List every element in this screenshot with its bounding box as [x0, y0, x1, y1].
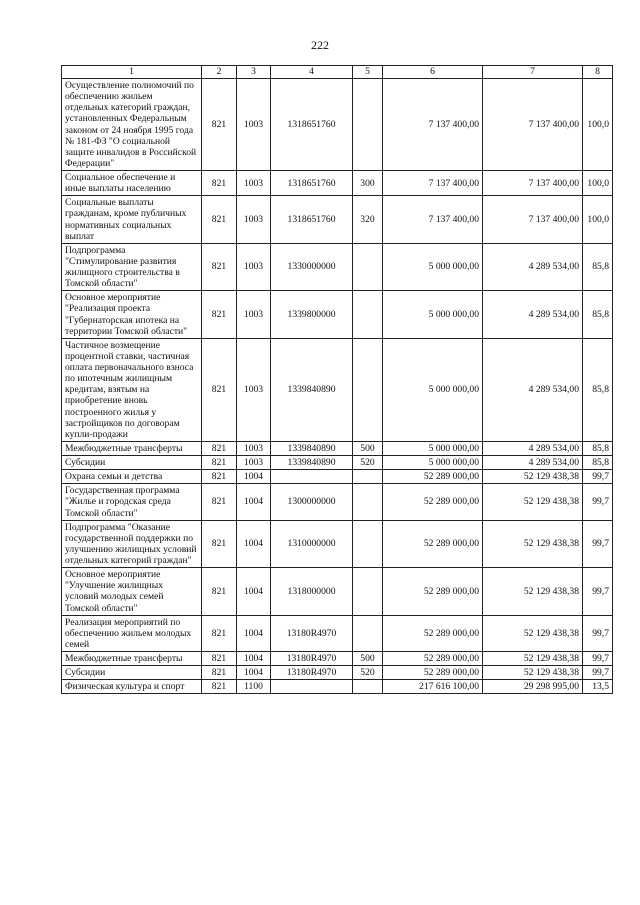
planned-amount-cell: 52 289 000,00 [383, 520, 483, 568]
section-code-cell: 1003 [237, 441, 271, 455]
admin-code-cell: 821 [202, 243, 237, 291]
planned-amount-cell: 5 000 000,00 [383, 338, 483, 441]
execution-percent-cell: 99,7 [583, 652, 613, 666]
target-article-cell: 1318651760 [271, 196, 353, 244]
admin-code-cell: 821 [202, 338, 237, 441]
budget-table [61, 65, 613, 694]
executed-amount-cell: 52 129 438,38 [483, 615, 583, 651]
section-code-cell: 1003 [237, 196, 271, 244]
row-name-cell: Осуществление полномочий по обеспечению жильем отдельных категорий граждан, установленных Федеральным законом от 24 ноября 1995 года № 181-ФЗ "О социальной защите инвалидов в Российской Федерации" [62, 79, 202, 171]
admin-code-cell: 821 [202, 680, 237, 694]
table-row [62, 652, 613, 666]
expense-type-cell: 500 [353, 441, 383, 455]
table-row [62, 456, 613, 470]
planned-amount-cell: 7 137 400,00 [383, 196, 483, 244]
expense-type-cell [353, 680, 383, 694]
column-header: 7 [483, 66, 583, 79]
target-article-cell: 1318651760 [271, 171, 353, 196]
admin-code-cell: 821 [202, 441, 237, 455]
target-article-cell [271, 680, 353, 694]
table-row [62, 520, 613, 568]
executed-amount-cell: 7 137 400,00 [483, 171, 583, 196]
planned-amount-cell: 7 137 400,00 [383, 79, 483, 171]
planned-amount-cell: 52 289 000,00 [383, 666, 483, 680]
table-row [62, 666, 613, 680]
row-name-cell: Основное мероприятие "Улучшение жилищных условий молодых семей Томской области" [62, 568, 202, 616]
execution-percent-cell: 99,7 [583, 470, 613, 484]
expense-type-cell [353, 615, 383, 651]
execution-percent-cell: 85,8 [583, 456, 613, 470]
section-code-cell: 1003 [237, 456, 271, 470]
executed-amount-cell: 4 289 534,00 [483, 291, 583, 339]
table-row [62, 441, 613, 455]
expense-type-cell [353, 470, 383, 484]
planned-amount-cell: 52 289 000,00 [383, 615, 483, 651]
page-number: 222 [311, 38, 329, 52]
planned-amount-cell: 52 289 000,00 [383, 484, 483, 520]
table-row [62, 484, 613, 520]
executed-amount-cell: 4 289 534,00 [483, 441, 583, 455]
table-row [62, 615, 613, 651]
executed-amount-cell: 52 129 438,38 [483, 652, 583, 666]
column-header: 4 [271, 66, 353, 79]
admin-code-cell: 821 [202, 652, 237, 666]
target-article-cell [271, 470, 353, 484]
admin-code-cell: 821 [202, 520, 237, 568]
table-row [62, 196, 613, 244]
column-header: 8 [583, 66, 613, 79]
expense-type-cell: 320 [353, 196, 383, 244]
executed-amount-cell: 52 129 438,38 [483, 484, 583, 520]
planned-amount-cell: 7 137 400,00 [383, 171, 483, 196]
planned-amount-cell: 5 000 000,00 [383, 243, 483, 291]
executed-amount-cell: 7 137 400,00 [483, 196, 583, 244]
section-code-cell: 1003 [237, 291, 271, 339]
expense-type-cell [353, 243, 383, 291]
admin-code-cell: 821 [202, 291, 237, 339]
row-name-cell: Подпрограмма "Стимулирование развития жилищного строительства в Томской области" [62, 243, 202, 291]
target-article-cell: 1339840890 [271, 456, 353, 470]
expense-type-cell [353, 520, 383, 568]
row-name-cell: Подпрограмма "Оказание государственной поддержки по улучшению жилищных условий отдельных категорий граждан" [62, 520, 202, 568]
executed-amount-cell: 52 129 438,38 [483, 520, 583, 568]
row-name-cell: Межбюджетные трансферты [62, 441, 202, 455]
execution-percent-cell: 100,0 [583, 196, 613, 244]
admin-code-cell: 821 [202, 456, 237, 470]
row-name-cell: Государственная программа "Жилье и городская среда Томской области" [62, 484, 202, 520]
section-code-cell: 1003 [237, 171, 271, 196]
admin-code-cell: 821 [202, 171, 237, 196]
target-article-cell: 1310000000 [271, 520, 353, 568]
target-article-cell: 13180R4970 [271, 615, 353, 651]
expense-type-cell [353, 338, 383, 441]
row-name-cell: Физическая культура и спорт [62, 680, 202, 694]
planned-amount-cell: 52 289 000,00 [383, 568, 483, 616]
target-article-cell: 1330000000 [271, 243, 353, 291]
execution-percent-cell: 100,0 [583, 79, 613, 171]
expense-type-cell [353, 291, 383, 339]
target-article-cell: 1339840890 [271, 441, 353, 455]
admin-code-cell: 821 [202, 484, 237, 520]
planned-amount-cell: 5 000 000,00 [383, 456, 483, 470]
target-article-cell: 1300000000 [271, 484, 353, 520]
planned-amount-cell: 5 000 000,00 [383, 441, 483, 455]
planned-amount-cell: 52 289 000,00 [383, 652, 483, 666]
target-article-cell: 1318651760 [271, 79, 353, 171]
section-code-cell: 1100 [237, 680, 271, 694]
expense-type-cell [353, 484, 383, 520]
expense-type-cell [353, 79, 383, 171]
executed-amount-cell: 29 298 995,00 [483, 680, 583, 694]
table-row [62, 680, 613, 694]
execution-percent-cell: 99,7 [583, 568, 613, 616]
row-name-cell: Межбюджетные трансферты [62, 652, 202, 666]
execution-percent-cell: 99,7 [583, 615, 613, 651]
table-row [62, 79, 613, 171]
section-code-cell: 1004 [237, 520, 271, 568]
execution-percent-cell: 85,8 [583, 243, 613, 291]
admin-code-cell: 821 [202, 470, 237, 484]
table-row [62, 470, 613, 484]
table-header-row [62, 66, 613, 79]
table-row [62, 171, 613, 196]
expense-type-cell: 520 [353, 666, 383, 680]
row-name-cell: Частичное возмещение процентной ставки, частичная оплата первоначального взноса по ипотечным жилищным кредитам, взятым на приобретение вновь построенного жилья у застройщиков по договорам купли-продажи [62, 338, 202, 441]
execution-percent-cell: 99,7 [583, 520, 613, 568]
table-row [62, 568, 613, 616]
row-name-cell: Охрана семьи и детства [62, 470, 202, 484]
row-name-cell: Субсидии [62, 456, 202, 470]
planned-amount-cell: 5 000 000,00 [383, 291, 483, 339]
row-name-cell: Социальное обеспечение и иные выплаты населению [62, 171, 202, 196]
executed-amount-cell: 4 289 534,00 [483, 243, 583, 291]
column-header: 1 [62, 66, 202, 79]
target-article-cell: 1339800000 [271, 291, 353, 339]
execution-percent-cell: 85,8 [583, 338, 613, 441]
row-name-cell: Социальные выплаты гражданам, кроме публичных нормативных социальных выплат [62, 196, 202, 244]
executed-amount-cell: 52 129 438,38 [483, 666, 583, 680]
column-header: 3 [237, 66, 271, 79]
execution-percent-cell: 85,8 [583, 441, 613, 455]
executed-amount-cell: 52 129 438,38 [483, 568, 583, 616]
expense-type-cell: 500 [353, 652, 383, 666]
executed-amount-cell: 4 289 534,00 [483, 338, 583, 441]
planned-amount-cell: 217 616 100,00 [383, 680, 483, 694]
section-code-cell: 1004 [237, 615, 271, 651]
row-name-cell: Основное мероприятие "Реализация проекта "Губернаторская ипотека на территории Томской области" [62, 291, 202, 339]
expense-type-cell: 300 [353, 171, 383, 196]
execution-percent-cell: 85,8 [583, 291, 613, 339]
admin-code-cell: 821 [202, 666, 237, 680]
row-name-cell: Субсидии [62, 666, 202, 680]
execution-percent-cell: 99,7 [583, 484, 613, 520]
column-header: 2 [202, 66, 237, 79]
admin-code-cell: 821 [202, 615, 237, 651]
table-row [62, 243, 613, 291]
target-article-cell: 1339840890 [271, 338, 353, 441]
table-body [62, 66, 613, 694]
expense-type-cell: 520 [353, 456, 383, 470]
execution-percent-cell: 13,5 [583, 680, 613, 694]
admin-code-cell: 821 [202, 196, 237, 244]
execution-percent-cell: 99,7 [583, 666, 613, 680]
row-name-cell: Реализация мероприятий по обеспечению жильем молодых семей [62, 615, 202, 651]
section-code-cell: 1004 [237, 470, 271, 484]
admin-code-cell: 821 [202, 568, 237, 616]
section-code-cell: 1003 [237, 243, 271, 291]
admin-code-cell: 821 [202, 79, 237, 171]
section-code-cell: 1003 [237, 338, 271, 441]
column-header: 6 [383, 66, 483, 79]
section-code-cell: 1004 [237, 666, 271, 680]
target-article-cell: 1318000000 [271, 568, 353, 616]
executed-amount-cell: 4 289 534,00 [483, 456, 583, 470]
executed-amount-cell: 52 129 438,38 [483, 470, 583, 484]
section-code-cell: 1004 [237, 652, 271, 666]
section-code-cell: 1004 [237, 484, 271, 520]
target-article-cell: 13180R4970 [271, 652, 353, 666]
table-row [62, 338, 613, 441]
expense-type-cell [353, 568, 383, 616]
execution-percent-cell: 100,0 [583, 171, 613, 196]
column-header: 5 [353, 66, 383, 79]
section-code-cell: 1004 [237, 568, 271, 616]
table-row [62, 291, 613, 339]
executed-amount-cell: 7 137 400,00 [483, 79, 583, 171]
section-code-cell: 1003 [237, 79, 271, 171]
planned-amount-cell: 52 289 000,00 [383, 470, 483, 484]
target-article-cell: 13180R4970 [271, 666, 353, 680]
